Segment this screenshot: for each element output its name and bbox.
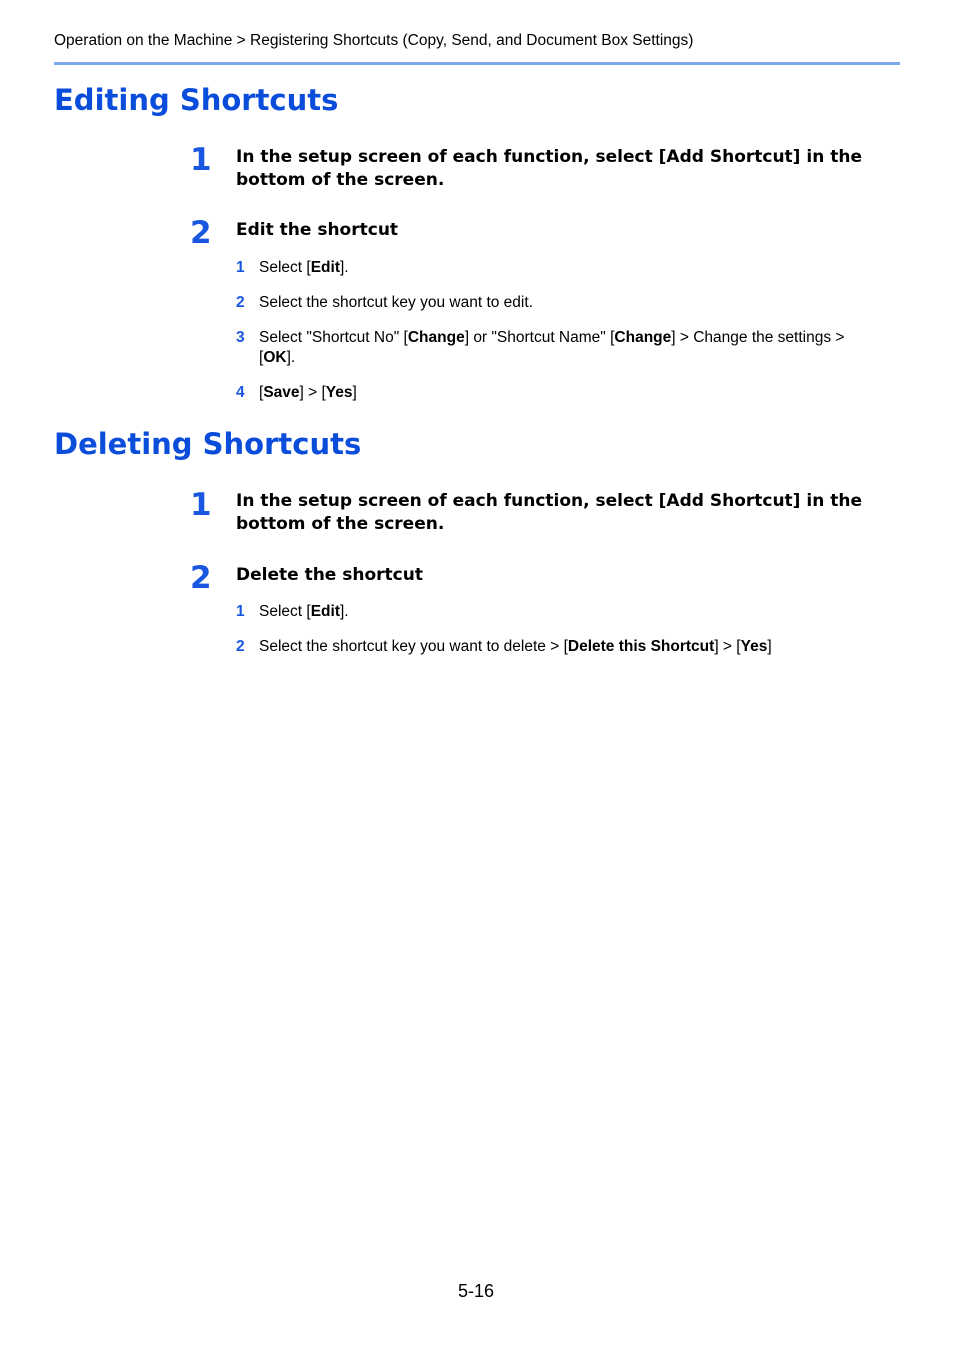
step-number-2: 2 [190, 215, 212, 251]
substep-text: [Save] > [Yes] [259, 384, 357, 401]
substep-text: Select the shortcut key you want to edit. [259, 294, 533, 311]
substep-number: 2 [236, 294, 245, 311]
substep-1 [236, 602, 876, 622]
header-rule [54, 62, 900, 65]
step-number-1: 1 [190, 142, 212, 178]
substep-number: 3 [236, 329, 245, 346]
page-number: 5-16 [458, 1281, 495, 1301]
step-number-2: 2 [190, 560, 212, 596]
step-text-1: In the setup screen of each function, select [Add Shortcut] in the bottom of the screen. [236, 491, 862, 534]
substep-2 [236, 293, 876, 313]
step-text-1: In the setup screen of each function, select [Add Shortcut] in the bottom of the screen. [236, 147, 862, 190]
step-number-1: 1 [190, 487, 212, 523]
step-text-2: Edit the shortcut [236, 220, 399, 240]
substep-2 [236, 637, 876, 657]
step-text-2: Delete the shortcut [236, 565, 423, 585]
section-title-editing: Editing Shortcuts [54, 83, 339, 117]
substep-1 [236, 258, 876, 278]
substep-text: Select the shortcut key you want to delete > [Delete this Shortcut] > [Yes] [259, 638, 772, 655]
substep-text: Select "Shortcut No" [Change] or "Shortcut Name" [Change] > Change the settings > [OK]. [259, 329, 845, 366]
substep-number: 1 [236, 603, 245, 620]
substep-text: Select [Edit]. [259, 603, 349, 620]
substep-number: 1 [236, 259, 245, 276]
substep-number: 2 [236, 638, 245, 655]
substep-number: 4 [236, 384, 245, 401]
substep-4 [236, 383, 876, 403]
substep-3 [236, 328, 876, 367]
breadcrumb: Operation on the Machine > Registering Shortcuts (Copy, Send, and Document Box Settings) [54, 32, 694, 49]
section-title-deleting: Deleting Shortcuts [54, 427, 362, 461]
substep-text: Select [Edit]. [259, 259, 349, 276]
